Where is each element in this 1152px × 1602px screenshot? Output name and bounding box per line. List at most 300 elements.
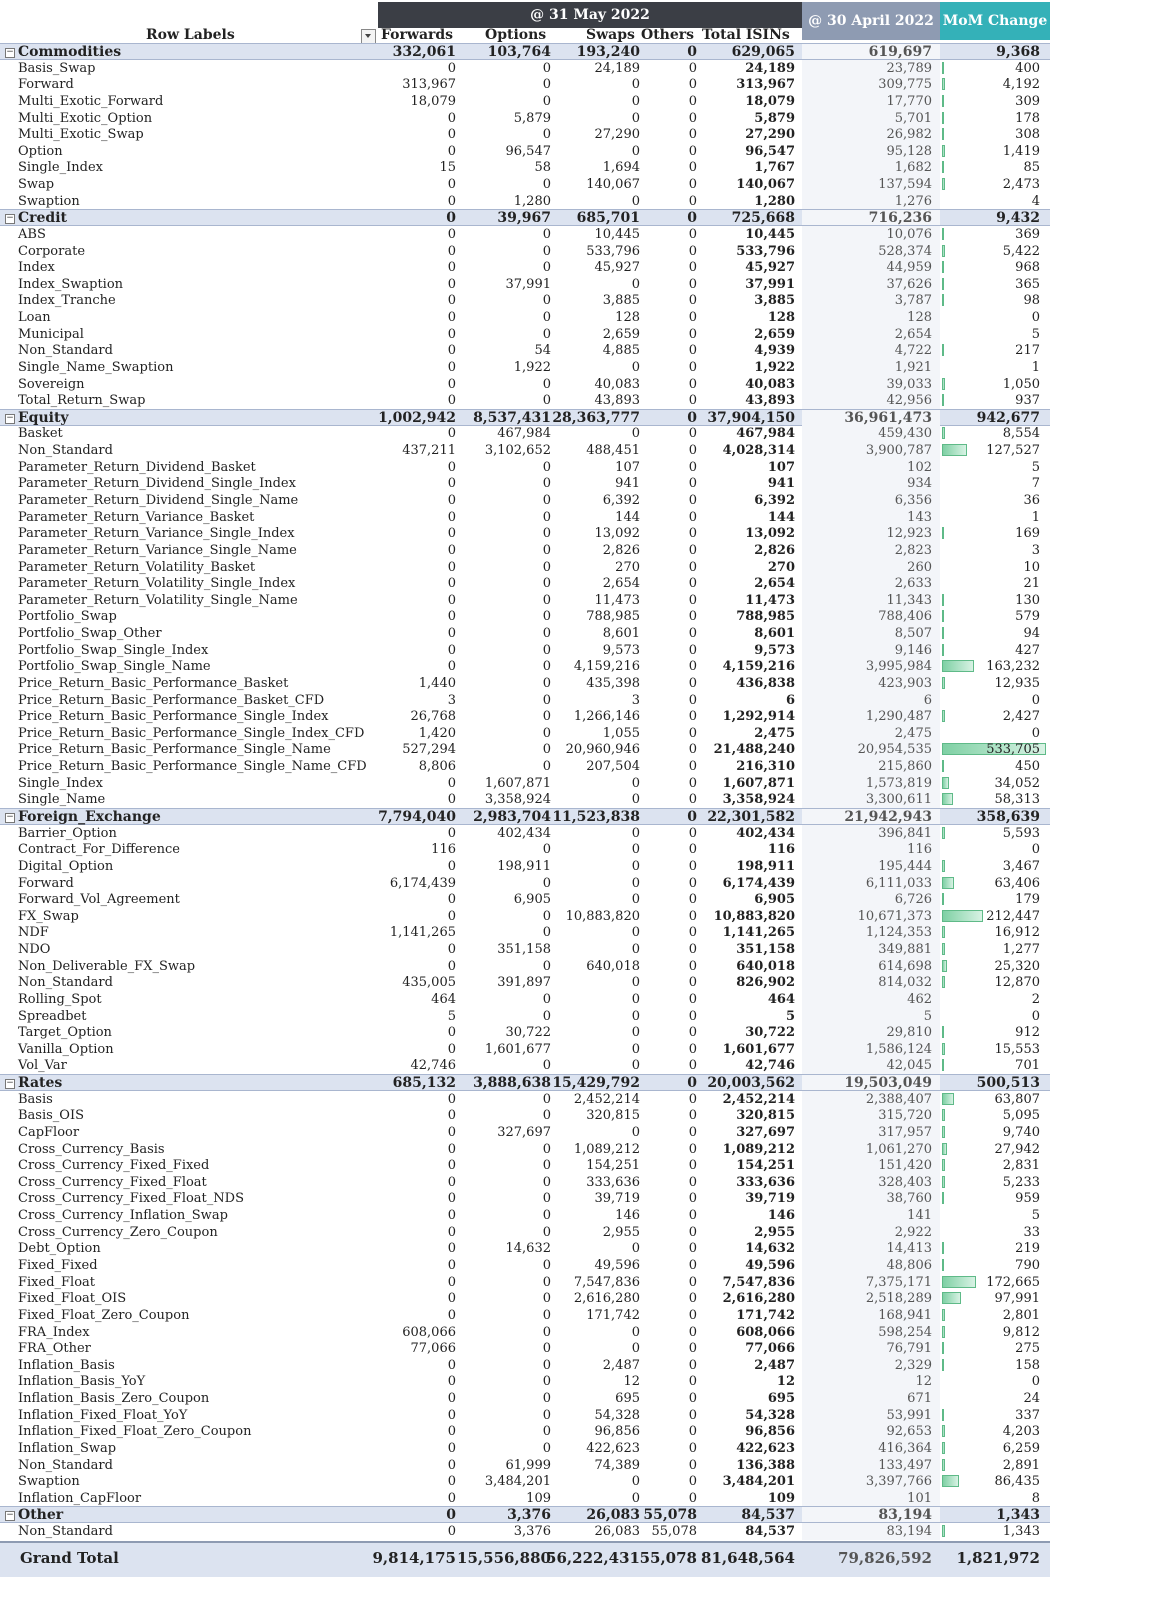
cell-swaps: 0 [631, 359, 640, 375]
cell-prior: 462 [907, 991, 932, 1007]
cell-others: 0 [688, 975, 697, 991]
cell-prior: 3,787 [894, 293, 932, 309]
table-row [0, 958, 1050, 975]
header-date-prior: @ 30 April 2022 [802, 2, 940, 40]
mom-data-bar [942, 1242, 944, 1254]
cell-total: 725,668 [731, 210, 795, 227]
cell-others: 0 [688, 1191, 697, 1207]
row-label: Target_Option [18, 1025, 112, 1041]
cell-others: 0 [688, 110, 697, 126]
table-row [0, 658, 1050, 675]
cell-prior: 2,823 [894, 542, 932, 558]
cell-others: 0 [688, 642, 697, 658]
row-label: Sovereign [18, 376, 85, 392]
cell-swaps: 0 [631, 1124, 640, 1140]
cell-options: 0 [542, 293, 551, 309]
cell-swaps: 13,092 [594, 526, 640, 542]
cell-forwards: 0 [447, 592, 456, 608]
cell-others: 0 [688, 1141, 697, 1157]
table-row [0, 525, 1050, 542]
row-label: FRA_Index [18, 1324, 90, 1340]
cell-prior: 12 [915, 1374, 932, 1390]
cell-prior: 1,921 [894, 359, 932, 375]
cell-swaps: 0 [631, 991, 640, 1007]
row-label: Fixed_Float_OIS [18, 1291, 127, 1307]
group-row-other[interactable] [0, 1506, 1050, 1523]
cell-mom: 309 [1015, 93, 1040, 109]
cell-mom: 1 [1031, 359, 1040, 375]
cell-forwards: 0 [447, 293, 456, 309]
cell-swaps: 4,885 [602, 343, 640, 359]
cell-total: 313,967 [736, 77, 795, 93]
cell-forwards: 0 [447, 60, 456, 76]
cell-prior: 39,033 [886, 376, 932, 392]
cell-options: 0 [542, 1274, 551, 1290]
cell-swaps: 788,985 [586, 609, 640, 625]
table-row [0, 841, 1050, 858]
cell-options: 103,764 [487, 44, 551, 60]
cell-total: 216,310 [736, 759, 795, 775]
cell-mom: 701 [1015, 1058, 1040, 1074]
collapse-icon[interactable]: − [6, 1078, 14, 1089]
cell-others: 0 [687, 409, 697, 426]
cell-options: 0 [542, 542, 551, 558]
cell-swaps: 0 [631, 975, 640, 991]
cell-swaps: 171,742 [586, 1307, 640, 1323]
cell-mom: 9,368 [996, 44, 1040, 60]
cell-prior: 3,300,611 [865, 792, 932, 808]
cell-swaps: 26,083 [586, 1507, 640, 1524]
row-label: Inflation_Fixed_Float_Zero_Coupon [18, 1424, 252, 1440]
cell-swaps: 144 [615, 509, 640, 525]
cell-others: 0 [688, 542, 697, 558]
cell-options: 3,102,652 [484, 443, 551, 459]
cell-prior: 814,032 [878, 975, 932, 991]
cell-mom: 2 [1031, 991, 1040, 1007]
cell-others: 0 [687, 808, 697, 825]
cell-total: 4,159,216 [722, 659, 795, 675]
cell-forwards: 0 [447, 177, 456, 193]
row-label: Non_Standard [18, 1524, 113, 1540]
cell-options: 0 [542, 1174, 551, 1190]
cell-prior: 20,954,535 [857, 742, 932, 758]
cell-forwards: 0 [447, 892, 456, 908]
cell-forwards: 0 [447, 1141, 456, 1157]
table-row [0, 492, 1050, 509]
cell-forwards: 0 [447, 1391, 456, 1407]
table-row [0, 326, 1050, 343]
cell-swaps: 39,719 [594, 1191, 640, 1207]
table-row [0, 825, 1050, 842]
cell-others: 0 [688, 1274, 697, 1290]
cell-forwards: 0 [447, 143, 456, 159]
cell-prior: 102 [907, 459, 932, 475]
cell-total: 1,922 [754, 359, 795, 375]
group-row-credit[interactable] [0, 209, 1050, 226]
table-row [0, 243, 1050, 260]
cell-prior: 396,841 [878, 825, 932, 841]
cell-total: 2,955 [754, 1224, 795, 1240]
cell-options: 0 [542, 393, 551, 409]
cell-forwards: 0 [447, 110, 456, 126]
cell-others: 0 [688, 1324, 697, 1340]
cell-options: 0 [542, 709, 551, 725]
cell-mom: 163,232 [986, 659, 1040, 675]
mom-data-bar [942, 777, 949, 789]
cell-others: 0 [688, 576, 697, 592]
cell-mom: 3 [1031, 542, 1040, 558]
cell-mom: 4,203 [1002, 1424, 1040, 1440]
table-row [0, 559, 1050, 576]
mom-data-bar [942, 976, 945, 988]
cell-total: 941 [767, 476, 795, 492]
col-total-header: Total ISINs [702, 27, 790, 43]
cell-total: 2,616,280 [722, 1291, 795, 1307]
cell-total: 436,838 [736, 675, 795, 691]
cell-mom: 24 [1023, 1391, 1040, 1407]
cell-mom: 8 [1031, 1490, 1040, 1506]
row-label: Municipal [18, 326, 84, 342]
mom-data-bar [942, 261, 944, 273]
group-row-rates[interactable] [0, 1074, 1050, 1091]
row-labels-header: Row Labels [146, 27, 235, 43]
group-row-equity[interactable] [0, 409, 1050, 426]
cell-total: 2,475 [754, 725, 795, 741]
row-label: FX_Swap [18, 908, 79, 924]
cell-prior: 349,881 [878, 942, 932, 958]
cell-others: 0 [688, 1041, 697, 1057]
cell-forwards: 437,211 [402, 443, 456, 459]
cell-forwards: 6,174,439 [389, 875, 456, 891]
cell-total: 1,607,871 [722, 775, 795, 791]
cell-swaps: 154,251 [586, 1158, 640, 1174]
cell-swaps: 0 [631, 1474, 640, 1490]
cell-mom: 1,343 [1002, 1524, 1040, 1540]
cell-forwards: 0 [446, 1507, 456, 1524]
cell-total: 39,719 [745, 1191, 795, 1207]
cell-total: 24,189 [745, 60, 795, 76]
cell-swaps: 11,523,838 [552, 808, 640, 825]
cell-total: 43,893 [745, 393, 795, 409]
mom-data-bar [942, 827, 945, 839]
table-row [0, 675, 1050, 692]
cell-mom: 127,527 [986, 443, 1040, 459]
cell-others: 0 [688, 592, 697, 608]
cell-others: 0 [688, 143, 697, 159]
cell-forwards: 0 [447, 1191, 456, 1207]
cell-others: 0 [688, 160, 697, 176]
cell-swaps: 0 [631, 858, 640, 874]
mom-data-bar [942, 1475, 959, 1487]
cell-total: 45,927 [745, 260, 795, 276]
cell-others: 0 [688, 1440, 697, 1456]
cell-swaps: 2,616,280 [573, 1291, 640, 1307]
table-row [0, 1407, 1050, 1424]
cell-swaps: 2,659 [602, 326, 640, 342]
cell-total: 107 [767, 459, 795, 475]
row-label: Debt_Option [18, 1241, 101, 1257]
cell-mom: 9,812 [1002, 1324, 1040, 1340]
cell-forwards: 0 [447, 792, 456, 808]
table-row [0, 1091, 1050, 1108]
cell-forwards: 0 [447, 1374, 456, 1390]
cell-options: 0 [542, 476, 551, 492]
cell-swaps: 0 [631, 1324, 640, 1340]
row-label: Cross_Currency_Fixed_Float_NDS [18, 1191, 244, 1207]
col-others-header: Others [641, 27, 695, 43]
cell-forwards: 0 [447, 1424, 456, 1440]
row-label: Index_Swaption [18, 276, 124, 292]
cell-swaps: 9,573 [602, 642, 640, 658]
cell-prior: 4,722 [894, 343, 932, 359]
cell-prior: 141 [907, 1208, 932, 1224]
table-row [0, 542, 1050, 559]
cell-swaps: 27,290 [594, 127, 640, 143]
row-label: Inflation_Fixed_Float_YoY [18, 1407, 188, 1423]
cell-mom: 5 [1031, 326, 1040, 342]
grand-mom: 1,821,972 [956, 1548, 1040, 1567]
cell-forwards: 608,066 [402, 1324, 456, 1340]
cell-forwards: 0 [447, 825, 456, 841]
cell-forwards: 5 [447, 1008, 456, 1024]
cell-mom: 36 [1023, 493, 1040, 508]
row-label: Price_Return_Basic_Performance_Single_Name [18, 742, 331, 758]
cell-options: 0 [542, 127, 551, 143]
cell-forwards: 0 [447, 626, 456, 642]
mom-data-bar [942, 1126, 945, 1138]
table-row [0, 1490, 1050, 1507]
row-label: CapFloor [18, 1124, 80, 1140]
mom-data-bar [942, 294, 944, 306]
collapse-icon[interactable]: − [6, 1510, 14, 1521]
cell-mom: 58,313 [994, 792, 1040, 808]
mom-data-bar [942, 178, 945, 190]
cell-total: 30,722 [745, 1025, 795, 1041]
grand-total-label: Grand Total [20, 1548, 119, 1567]
cell-total: 21,488,240 [713, 742, 795, 758]
cell-forwards: 42,746 [410, 1058, 456, 1074]
cell-others: 0 [688, 692, 697, 708]
cell-swaps: 28,363,777 [552, 409, 640, 426]
cell-prior: 14,413 [886, 1241, 932, 1257]
cell-total: 467,984 [736, 426, 795, 442]
mom-data-bar [942, 677, 945, 689]
cell-swaps: 2,487 [602, 1357, 640, 1373]
cell-mom: 219 [1015, 1241, 1040, 1257]
grand-others: 55,078 [639, 1548, 697, 1567]
cell-others: 0 [688, 260, 697, 276]
cell-options: 0 [542, 1208, 551, 1224]
group-label: Commodities [18, 44, 122, 60]
cell-mom: 365 [1015, 276, 1040, 292]
cell-mom: 1,343 [996, 1507, 1040, 1524]
cell-others: 0 [688, 1257, 697, 1273]
mom-data-bar [942, 910, 983, 922]
cell-mom: 212,447 [986, 908, 1040, 924]
cell-prior: 671 [907, 1391, 932, 1407]
row-label: Inflation_Basis [18, 1357, 115, 1373]
table-row [0, 392, 1050, 409]
cell-options: 0 [542, 1191, 551, 1207]
cell-total: 1,141,265 [722, 925, 795, 941]
cell-prior: 3,397,766 [865, 1474, 932, 1490]
cell-others: 0 [688, 1391, 697, 1407]
cell-mom: 6,259 [1002, 1440, 1040, 1456]
mom-data-bar [942, 1409, 944, 1421]
cell-mom: 169 [1015, 526, 1040, 542]
row-label: Portfolio_Swap_Single_Index [18, 642, 209, 658]
table-row [0, 1107, 1050, 1124]
cell-mom: 533,705 [986, 742, 1040, 758]
cell-total: 49,596 [745, 1257, 795, 1273]
cell-options: 0 [542, 742, 551, 758]
cell-options: 0 [542, 93, 551, 109]
cell-prior: 1,586,124 [865, 1041, 932, 1057]
cell-options: 0 [542, 908, 551, 924]
cell-prior: 317,957 [878, 1124, 932, 1140]
cell-total: 84,537 [745, 1524, 795, 1540]
cell-swaps: 0 [631, 143, 640, 159]
cell-total: 6 [785, 692, 795, 708]
table-row [0, 259, 1050, 276]
cell-mom: 97,991 [994, 1291, 1040, 1307]
cell-prior: 716,236 [868, 210, 932, 227]
cell-swaps: 1,694 [602, 160, 640, 176]
cell-others: 0 [688, 775, 697, 791]
row-label: Portfolio_Swap_Single_Name [18, 659, 211, 675]
table-row [0, 1157, 1050, 1174]
cell-swaps: 1,089,212 [573, 1141, 640, 1157]
table-row [0, 1373, 1050, 1390]
table-row [0, 425, 1050, 442]
cell-forwards: 3 [447, 692, 456, 708]
cell-options: 0 [542, 310, 551, 326]
collapse-icon[interactable]: − [6, 47, 14, 57]
cell-forwards: 0 [446, 210, 456, 227]
group-row-foreign_exchange[interactable] [0, 808, 1050, 825]
cell-others: 0 [688, 1124, 697, 1140]
cell-options: 3,484,201 [484, 1474, 551, 1490]
cell-mom: 959 [1015, 1191, 1040, 1207]
row-label: Multi_Exotic_Option [18, 110, 153, 126]
cell-total: 327,697 [736, 1124, 795, 1140]
cell-options: 327,697 [497, 1124, 551, 1140]
cell-forwards: 0 [447, 509, 456, 525]
mom-data-bar [942, 245, 945, 257]
table-row [0, 1290, 1050, 1307]
cell-prior: 2,633 [894, 576, 932, 592]
cell-total: 2,487 [754, 1357, 795, 1373]
filter-dropdown-icon[interactable] [361, 29, 376, 44]
cell-mom: 217 [1015, 343, 1040, 359]
cell-others: 0 [688, 1424, 697, 1440]
table-row [0, 758, 1050, 775]
collapse-icon[interactable]: − [6, 412, 14, 423]
cell-others: 0 [688, 792, 697, 808]
cell-swaps: 0 [631, 1341, 640, 1357]
mom-data-bar [942, 62, 944, 74]
table-row [0, 376, 1050, 393]
cell-prior: 9,146 [894, 642, 932, 658]
cell-options: 391,897 [497, 975, 551, 991]
cell-options: 54 [534, 343, 551, 359]
mom-data-bar [942, 378, 945, 390]
group-row-commodities[interactable] [0, 43, 1050, 60]
cell-swaps: 207,504 [586, 759, 640, 775]
mom-data-bar [942, 1192, 944, 1204]
row-label: Index [18, 260, 55, 276]
cell-prior: 5,701 [894, 110, 932, 126]
cell-swaps: 270 [615, 559, 640, 575]
row-label: Digital_Option [18, 858, 114, 874]
cell-forwards: 1,002,942 [378, 409, 456, 426]
row-label: Portfolio_Swap [18, 609, 117, 625]
cell-others: 0 [688, 1474, 697, 1490]
mom-data-bar [942, 1143, 947, 1155]
cell-others: 0 [688, 925, 697, 941]
cell-mom: 0 [1031, 310, 1040, 326]
cell-prior: 137,594 [878, 177, 932, 193]
cell-others: 0 [688, 443, 697, 459]
row-label: Price_Return_Basic_Performance_Basket_CFD [18, 692, 325, 708]
cell-mom: 1 [1031, 509, 1040, 525]
table-row [0, 642, 1050, 659]
cell-mom: 2,891 [1002, 1457, 1040, 1473]
cell-prior: 2,475 [894, 725, 932, 741]
cell-prior: 315,720 [878, 1108, 932, 1124]
row-label: Rolling_Spot [18, 991, 102, 1007]
cell-prior: 2,518,289 [865, 1291, 932, 1307]
cell-total: 1,089,212 [722, 1141, 795, 1157]
collapse-icon[interactable]: − [6, 213, 14, 224]
cell-swaps: 2,955 [602, 1224, 640, 1240]
cell-prior: 2,388,407 [865, 1091, 932, 1107]
cell-mom: 16,912 [994, 925, 1040, 941]
cell-mom: 2,473 [1002, 177, 1040, 193]
cell-others: 0 [688, 1374, 697, 1390]
cell-others: 0 [688, 393, 697, 409]
cell-forwards: 0 [447, 1041, 456, 1057]
cell-mom: 172,665 [986, 1274, 1040, 1290]
cell-options: 0 [542, 1224, 551, 1240]
cell-others: 0 [688, 1008, 697, 1024]
cell-others: 0 [688, 942, 697, 958]
table-row [0, 276, 1050, 293]
cell-forwards: 0 [447, 493, 456, 508]
cell-options: 5,879 [513, 110, 551, 126]
cell-forwards: 0 [447, 459, 456, 475]
cell-forwards: 0 [447, 1124, 456, 1140]
cell-others: 0 [688, 326, 697, 342]
cell-others: 0 [688, 60, 697, 76]
cell-others: 0 [688, 1307, 697, 1323]
cell-others: 0 [688, 509, 697, 525]
cell-mom: 98 [1023, 293, 1040, 309]
row-label: Inflation_Swap [18, 1440, 117, 1456]
cell-prior: 416,364 [878, 1440, 932, 1456]
cell-options: 198,911 [497, 858, 551, 874]
row-label: Forward [18, 77, 74, 93]
cell-total: 40,083 [745, 376, 795, 392]
collapse-icon[interactable]: − [6, 811, 14, 822]
cell-total: 826,902 [736, 975, 795, 991]
cell-prior: 6,356 [894, 493, 932, 508]
cell-prior: 215,860 [878, 759, 932, 775]
cell-others: 0 [687, 44, 697, 60]
cell-forwards: 26,768 [410, 709, 456, 725]
mom-data-bar [942, 1459, 945, 1471]
cell-forwards: 15 [439, 160, 456, 176]
